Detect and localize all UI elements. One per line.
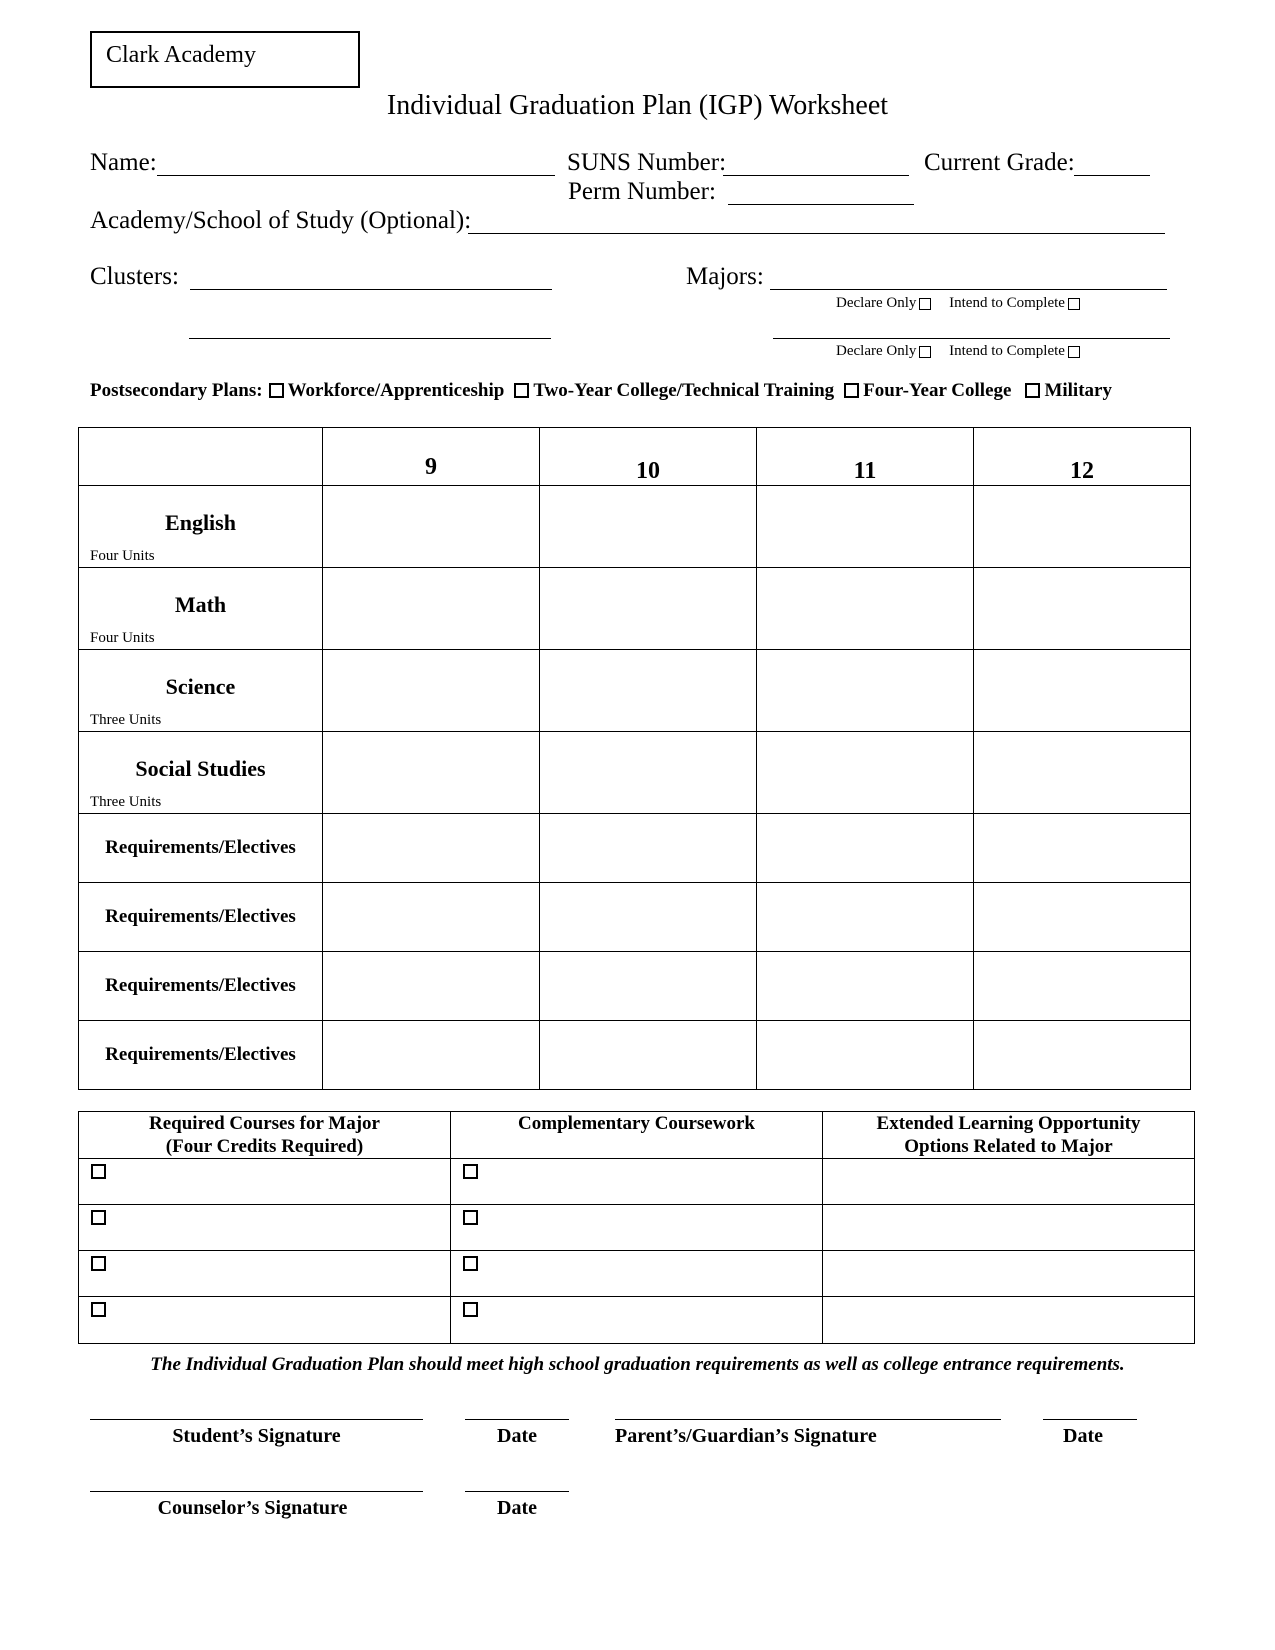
military-checkbox[interactable]	[1025, 383, 1040, 398]
intend-label: Intend to Complete	[949, 343, 1065, 359]
declare-only-label: Declare Only	[836, 343, 917, 359]
grade-field[interactable]	[1074, 175, 1150, 176]
required-course-cell[interactable]	[79, 1251, 451, 1297]
declare-only-checkbox-1[interactable]	[919, 298, 931, 310]
suns-field[interactable]	[723, 175, 909, 176]
course-cell[interactable]	[323, 732, 540, 814]
counselor-signature-line[interactable]	[90, 1491, 423, 1492]
course-cell[interactable]	[540, 486, 757, 568]
subject-name: Science	[165, 674, 236, 699]
parent-date-line[interactable]	[1043, 1419, 1137, 1420]
subject-name: Math	[174, 592, 227, 617]
subject-name: English	[165, 510, 236, 535]
plan-option: Four-Year College	[863, 380, 1012, 401]
major-field-1[interactable]	[770, 289, 1167, 290]
course-cell[interactable]	[757, 732, 974, 814]
required-course-checkbox[interactable]	[91, 1256, 106, 1271]
course-cell[interactable]	[974, 1021, 1191, 1090]
required-course-cell[interactable]	[79, 1205, 451, 1251]
subject-cell	[79, 732, 323, 814]
major-courses-table	[78, 1111, 1195, 1344]
corner-cell	[79, 428, 323, 486]
course-cell[interactable]	[323, 650, 540, 732]
four-year-checkbox[interactable]	[844, 383, 859, 398]
course-plan-table	[78, 427, 1191, 1090]
required-course-cell[interactable]	[79, 1159, 451, 1205]
course-cell[interactable]	[974, 568, 1191, 650]
elective-label: Requirements/Electives	[79, 814, 323, 883]
course-cell[interactable]	[757, 1021, 974, 1090]
intend-checkbox-2[interactable]	[1068, 346, 1080, 358]
subject-units: Three Units	[90, 712, 162, 728]
subject-cell	[79, 568, 323, 650]
table-row	[79, 1251, 1195, 1297]
required-course-cell[interactable]	[79, 1297, 451, 1344]
course-cell[interactable]	[974, 883, 1191, 952]
course-cell[interactable]	[974, 952, 1191, 1021]
table-row	[79, 732, 1191, 814]
subject-units: Three Units	[90, 794, 162, 810]
declare-only-checkbox-2[interactable]	[919, 346, 931, 358]
complementary-cell[interactable]	[451, 1251, 823, 1297]
course-cell[interactable]	[540, 883, 757, 952]
page-title: Individual Graduation Plan (IGP) Worksheet	[386, 90, 889, 121]
parent-signature-line[interactable]	[615, 1419, 1001, 1420]
extended-learning-cell[interactable]	[823, 1297, 1195, 1344]
table-row	[79, 650, 1191, 732]
name-label: Name:	[90, 149, 157, 176]
intend-checkbox-1[interactable]	[1068, 298, 1080, 310]
subject-cell	[79, 650, 323, 732]
declare-only-label: Declare Only	[836, 295, 917, 311]
complementary-header: Complementary Coursework	[451, 1112, 823, 1159]
school-name-box	[90, 31, 360, 88]
plan-option: Two-Year College/Technical Training	[533, 380, 835, 401]
complementary-checkbox[interactable]	[463, 1256, 478, 1271]
course-cell[interactable]	[323, 883, 540, 952]
plan-option: Military	[1044, 380, 1112, 401]
major-header-row	[79, 1112, 1195, 1159]
course-cell[interactable]	[974, 732, 1191, 814]
course-cell[interactable]	[323, 568, 540, 650]
course-cell[interactable]	[757, 486, 974, 568]
table-row	[79, 1159, 1195, 1205]
table-row	[79, 1205, 1195, 1251]
counselor-date-line[interactable]	[465, 1491, 569, 1492]
course-cell[interactable]	[757, 650, 974, 732]
academy-field[interactable]	[468, 233, 1165, 234]
name-field[interactable]	[157, 175, 555, 176]
student-signature-line[interactable]	[90, 1419, 423, 1420]
elective-label: Requirements/Electives	[79, 1021, 323, 1090]
elective-label: Requirements/Electives	[79, 952, 323, 1021]
subject-units: Four Units	[90, 548, 155, 564]
major-field-2[interactable]	[773, 338, 1170, 339]
header-line: Extended Learning Opportunity	[876, 1113, 1141, 1134]
course-cell[interactable]	[757, 568, 974, 650]
table-row	[79, 568, 1191, 650]
complementary-cell[interactable]	[451, 1159, 823, 1205]
course-cell[interactable]	[540, 650, 757, 732]
table-row	[79, 1297, 1195, 1344]
complementary-cell[interactable]	[451, 1297, 823, 1344]
grade-label: Current Grade:	[924, 149, 1075, 176]
header-line: Required Courses for Major	[149, 1113, 380, 1134]
complementary-checkbox[interactable]	[463, 1164, 478, 1179]
parent-date-label: Date	[1063, 1425, 1103, 1447]
table-row	[79, 814, 1191, 883]
course-cell[interactable]	[540, 568, 757, 650]
complementary-checkbox[interactable]	[463, 1210, 478, 1225]
required-courses-header	[79, 1112, 451, 1159]
postsecondary-plans	[90, 380, 1112, 402]
header-line: Options Related to Major	[904, 1136, 1113, 1157]
counselor-date-label: Date	[497, 1497, 537, 1519]
extended-learning-cell[interactable]	[823, 1205, 1195, 1251]
majors-label: Majors:	[686, 263, 764, 290]
course-cell[interactable]	[757, 883, 974, 952]
course-cell[interactable]	[540, 952, 757, 1021]
header-line: (Four Credits Required)	[165, 1136, 364, 1157]
parent-signature-label: Parent’s/Guardian’s Signature	[615, 1425, 877, 1447]
student-signature-label: Student’s Signature	[172, 1425, 341, 1447]
grade-header: 11	[757, 428, 974, 486]
subject-name: Social Studies	[135, 756, 266, 781]
course-cell[interactable]	[540, 732, 757, 814]
course-cell[interactable]	[974, 486, 1191, 568]
complementary-checkbox[interactable]	[463, 1302, 478, 1317]
required-course-checkbox[interactable]	[91, 1302, 106, 1317]
course-cell[interactable]	[323, 486, 540, 568]
grade-header: 12	[974, 428, 1191, 486]
workforce-checkbox[interactable]	[269, 383, 284, 398]
required-course-checkbox[interactable]	[91, 1210, 106, 1225]
school-name: Clark Academy	[106, 42, 256, 68]
student-date-label: Date	[497, 1425, 537, 1447]
cluster-field-2[interactable]	[189, 338, 551, 339]
elective-label: Requirements/Electives	[79, 883, 323, 952]
table-row	[79, 1021, 1191, 1090]
table-row	[79, 486, 1191, 568]
two-year-checkbox[interactable]	[514, 383, 529, 398]
course-cell[interactable]	[540, 1021, 757, 1090]
subject-cell	[79, 486, 323, 568]
student-date-line[interactable]	[465, 1419, 569, 1420]
suns-label: SUNS Number:	[567, 149, 727, 176]
major-1-options	[836, 295, 1080, 312]
counselor-signature-label: Counselor’s Signature	[157, 1497, 348, 1519]
cluster-field-1[interactable]	[190, 289, 552, 290]
required-course-checkbox[interactable]	[91, 1164, 106, 1179]
academy-label: Academy/School of Study (Optional):	[90, 207, 472, 234]
major-2-options	[836, 343, 1080, 360]
course-cell[interactable]	[757, 952, 974, 1021]
plan-option: Workforce/Apprenticeship	[287, 380, 505, 401]
postsecondary-label: Postsecondary Plans:	[90, 380, 263, 401]
extended-learning-header	[823, 1112, 1195, 1159]
course-cell[interactable]	[974, 650, 1191, 732]
clusters-label: Clusters:	[90, 263, 179, 290]
course-cell[interactable]	[974, 814, 1191, 883]
course-cell[interactable]	[323, 952, 540, 1021]
grade-header: 10	[540, 428, 757, 486]
table-row	[79, 952, 1191, 1021]
intend-label: Intend to Complete	[949, 295, 1065, 311]
perm-field[interactable]	[728, 204, 914, 205]
grade-header-row	[79, 428, 1191, 486]
perm-label: Perm Number:	[568, 178, 716, 205]
subject-units: Four Units	[90, 630, 155, 646]
table-row	[79, 883, 1191, 952]
course-cell[interactable]	[540, 814, 757, 883]
complementary-cell[interactable]	[451, 1205, 823, 1251]
requirements-note: The Individual Graduation Plan should meet high school graduation requirements as well as college entrance requirements.	[150, 1354, 1125, 1375]
extended-learning-cell[interactable]	[823, 1251, 1195, 1297]
grade-header: 9	[323, 428, 540, 486]
course-cell[interactable]	[757, 814, 974, 883]
extended-learning-cell[interactable]	[823, 1159, 1195, 1205]
course-cell[interactable]	[323, 1021, 540, 1090]
course-cell[interactable]	[323, 814, 540, 883]
